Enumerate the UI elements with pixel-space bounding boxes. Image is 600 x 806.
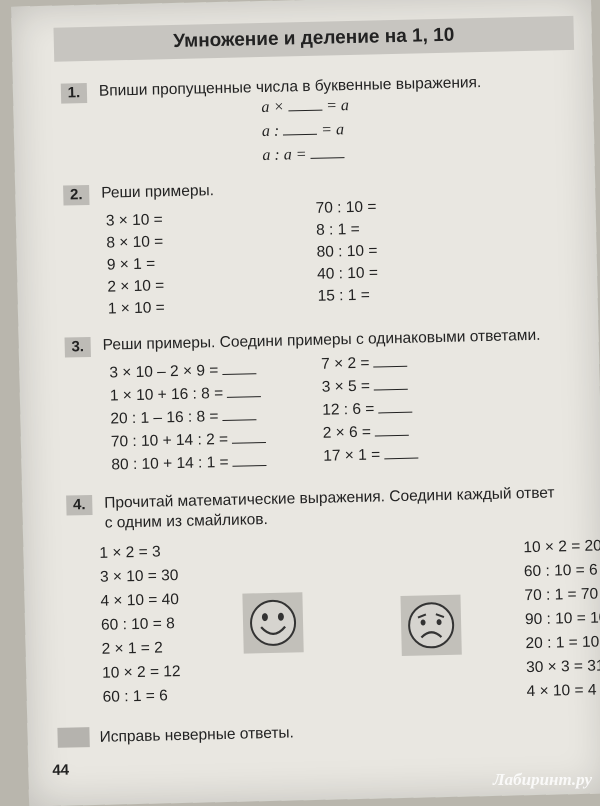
happy-face-icon bbox=[242, 592, 303, 653]
expression bbox=[111, 453, 267, 475]
happy-face-box[interactable] bbox=[242, 592, 303, 653]
task4-number: 4. bbox=[66, 495, 92, 516]
bottom-watermark: Лабиринт.ру bbox=[493, 770, 592, 790]
page-title: Умножение и деление на 1, 10 bbox=[54, 22, 574, 56]
instruction-marker bbox=[57, 727, 89, 748]
expression: 9 × 1 = bbox=[107, 255, 156, 274]
expression: 40 : 10 = bbox=[317, 264, 378, 283]
expression-text: 70 : 10 + 14 : 2 = bbox=[111, 431, 229, 451]
task1-line-3: a : a = bbox=[262, 145, 345, 165]
task2-number: 2. bbox=[63, 185, 89, 206]
task2-left-column bbox=[11, 0, 591, 7]
page-number: 44 bbox=[52, 762, 69, 779]
expression: 4 × 10 = 40 bbox=[100, 591, 179, 611]
footer-instruction: Исправь неверные ответы. bbox=[99, 724, 294, 746]
expression: 90 : 10 = 10 bbox=[525, 609, 600, 629]
expression bbox=[110, 407, 257, 428]
expression-text: 7 × 2 = bbox=[321, 355, 370, 373]
expression: 70 : 1 = 70 bbox=[524, 586, 598, 606]
expression-text: 80 : 10 + 14 : 1 = bbox=[111, 454, 229, 474]
expression bbox=[109, 361, 256, 382]
task1-line-1: a × = a bbox=[261, 97, 349, 117]
answer-blank[interactable] bbox=[232, 430, 266, 444]
title-bar bbox=[53, 16, 574, 62]
task3-right-column bbox=[11, 0, 591, 7]
expression: 60 : 10 = 6 bbox=[524, 562, 598, 582]
expression-text: 1 × 10 + 16 : 8 = bbox=[110, 385, 224, 405]
expression: 10 × 2 = 12 bbox=[102, 663, 181, 683]
expression bbox=[323, 423, 410, 443]
workbook-page bbox=[11, 0, 600, 806]
answer-blank[interactable] bbox=[222, 407, 256, 421]
expression-text: 20 : 1 – 16 : 8 = bbox=[110, 408, 219, 427]
expression bbox=[111, 430, 267, 452]
task3-left-column bbox=[11, 0, 591, 7]
task2-right-column bbox=[11, 0, 591, 7]
answer-blank[interactable] bbox=[378, 400, 412, 414]
blank[interactable] bbox=[310, 145, 344, 159]
task4-text-line2: с одним из смайликов. bbox=[105, 511, 269, 533]
expression: 8 × 10 = bbox=[106, 233, 163, 252]
task3-text: Реши примеры. Соедини примеры с одинаковыми ответами. bbox=[103, 327, 541, 355]
expression bbox=[110, 384, 262, 405]
task1-number: 1. bbox=[61, 83, 87, 104]
expression-text: 2 × 6 = bbox=[323, 424, 372, 442]
sad-face-icon bbox=[400, 595, 461, 656]
expression: 15 : 1 = bbox=[317, 287, 370, 306]
expression-text: 17 × 1 = bbox=[323, 446, 380, 464]
sad-face-box[interactable] bbox=[400, 595, 461, 656]
expression: 1 × 10 = bbox=[108, 299, 165, 318]
answer-blank[interactable] bbox=[373, 354, 407, 368]
blank[interactable] bbox=[283, 122, 317, 136]
expression: 2 × 10 = bbox=[107, 277, 164, 296]
expression-text: 12 : 6 = bbox=[322, 401, 375, 419]
answer-blank[interactable] bbox=[375, 423, 409, 437]
answer-blank[interactable] bbox=[227, 384, 261, 398]
expression bbox=[321, 354, 408, 374]
answer-blank[interactable] bbox=[374, 377, 408, 391]
expression-text: 3 × 5 = bbox=[322, 378, 371, 396]
expression-text: 3 × 10 – 2 × 9 = bbox=[109, 362, 218, 381]
task4-left-column bbox=[11, 0, 591, 7]
expression: 4 × 10 = 4 bbox=[526, 682, 596, 702]
expression bbox=[322, 377, 409, 397]
task1-line-2: a : = a bbox=[262, 121, 345, 141]
expression: 1 × 2 = 3 bbox=[99, 543, 161, 562]
task4-text-line1: Прочитай математические выражения. Соедини каждый ответ bbox=[104, 484, 555, 512]
expression: 20 : 1 = 10 bbox=[525, 634, 599, 654]
expression: 8 : 1 = bbox=[316, 221, 360, 240]
expression: 30 × 3 = 31 bbox=[526, 657, 600, 677]
expression bbox=[323, 446, 418, 466]
expression: 60 : 1 = 6 bbox=[102, 687, 167, 706]
answer-blank[interactable] bbox=[232, 453, 266, 467]
expression: 70 : 10 = bbox=[315, 198, 376, 217]
expression: 80 : 10 = bbox=[316, 242, 377, 261]
expression bbox=[322, 400, 413, 420]
blank[interactable] bbox=[288, 98, 322, 112]
task3-number: 3. bbox=[65, 337, 91, 358]
expression: 2 × 1 = 2 bbox=[101, 639, 163, 658]
answer-blank[interactable] bbox=[222, 361, 256, 375]
expression: 60 : 10 = 8 bbox=[101, 615, 175, 635]
task1-text: Впиши пропущенные числа в буквенные выражения. bbox=[99, 74, 482, 101]
task2-text: Реши примеры. bbox=[101, 182, 214, 203]
expression: 3 × 10 = bbox=[106, 211, 163, 230]
answer-blank[interactable] bbox=[384, 446, 418, 460]
expression: 3 × 10 = 30 bbox=[100, 567, 179, 587]
task4-right-column bbox=[11, 0, 591, 7]
expression: 10 × 2 = 20 bbox=[523, 537, 600, 557]
